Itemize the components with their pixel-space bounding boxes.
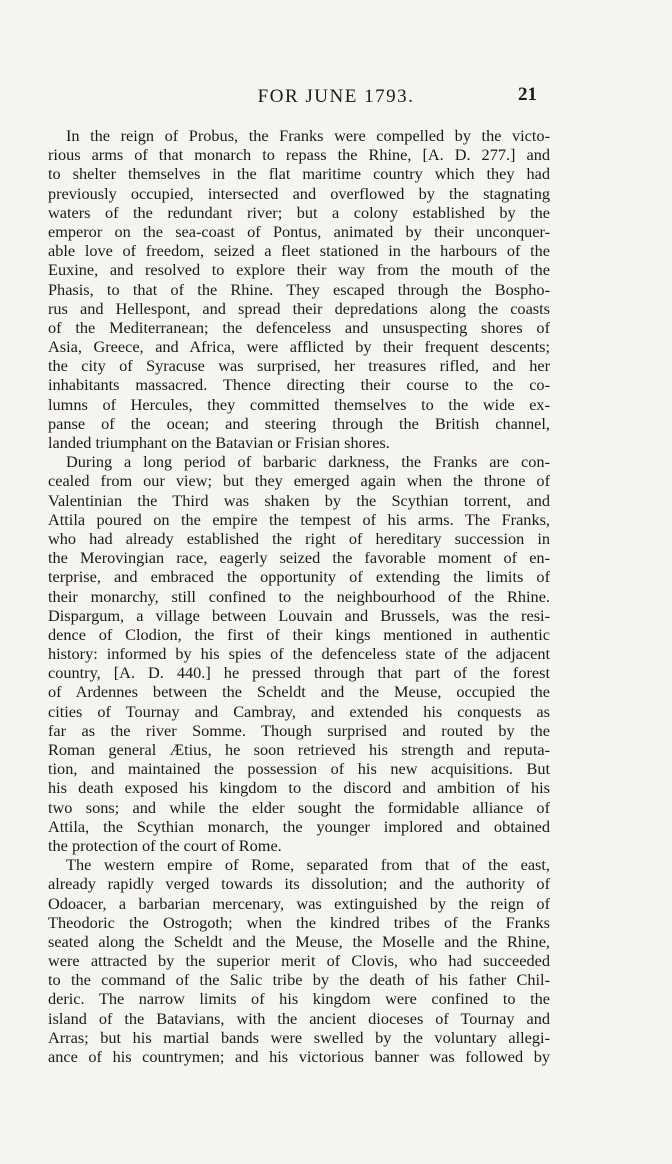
- text-line: Euxine, and resolved to explore their way from the mouth of the: [48, 260, 550, 280]
- text-line: country, [A. D. 440.] he pressed through that part of the forest: [48, 663, 550, 683]
- text-line: Attila, the Scythian monarch, the younger implored and obtained: [48, 816, 550, 836]
- text-line: to the command of the Salic tribe by the death of his father Chil-: [48, 970, 550, 990]
- text-line: cealed from our view; but they emerged again when the throne of: [48, 471, 550, 491]
- text-line: terprise, and embraced the opportunity of extending the limits of: [48, 567, 550, 587]
- text-line: Odoacer, a barbarian mercenary, was extinguished by the reign of: [48, 893, 550, 913]
- text-line: cities of Tournay and Cambray, and extended his conquests as: [48, 701, 550, 721]
- text-line: able love of freedom, seized a fleet stationed in the harbours of the: [48, 241, 550, 261]
- text-line: inhabitants massacred. Thence directing their course to the co-: [48, 375, 550, 395]
- text-line: rious arms of that monarch to repass the Rhine, [A. D. 277.] and: [48, 145, 550, 165]
- text-line: dence of Clodion, the first of their kings mentioned in authentic: [48, 624, 550, 644]
- text-line: Dispargum, a village between Louvain and Brussels, was the resi-: [48, 605, 550, 625]
- text-line: The western empire of Rome, separated from that of the east,: [66, 855, 550, 875]
- text-line: tion, and maintained the possession of his new acquisitions. But: [48, 759, 550, 779]
- text-line: Theodoric the Ostrogoth; when the kindred tribes of the Franks: [48, 912, 550, 932]
- running-head: [0, 82, 672, 112]
- text-line: the city of Syracuse was surprised, her treasures rifled, and her: [48, 356, 550, 376]
- text-line: who had already established the right of hereditary succession in: [48, 528, 550, 548]
- text-line: island of the Batavians, with the ancient dioceses of Tournay and: [48, 1008, 550, 1028]
- text-line: Attila poured on the empire the tempest of his arms. The Franks,: [48, 509, 550, 529]
- text-line: far as the river Somme. Though surprised and routed by the: [48, 720, 550, 740]
- text-line: lumns of Hercules, they committed themselves to the wide ex-: [48, 394, 550, 414]
- text-line: ance of his countrymen; and his victorious banner was followed by: [48, 1047, 550, 1066]
- text-line: deric. The narrow limits of his kingdom were confined to the: [48, 989, 550, 1009]
- text-line: their monarchy, still confined to the neighbourhood of the Rhine.: [48, 586, 550, 606]
- page-number: 21: [518, 84, 537, 105]
- text-line: In the reign of Probus, the Franks were compelled by the victo-: [66, 126, 550, 145]
- text-line: of Ardennes between the Scheldt and the Meuse, occupied the: [48, 682, 550, 702]
- text-line: rus and Hellespont, and spread their depredations along the coasts: [48, 298, 550, 318]
- running-title: FOR JUNE 1793.: [257, 86, 415, 107]
- text-line: to shelter themselves in the flat maritime country which they had: [48, 164, 550, 184]
- text-line: landed triumphant on the Batavian or Frisian shores.: [48, 433, 390, 452]
- text-line: panse of the ocean; and steering through the British channel,: [48, 413, 550, 433]
- text-line: emperor on the sea-coast of Pontus, animated by their unconquer-: [48, 221, 550, 241]
- text-line: Phasis, to that of the Rhine. They escaped through the Bospho-: [48, 279, 550, 299]
- text-line: previously occupied, intersected and overflowed by the stagnating: [48, 183, 550, 203]
- text-line: were attracted by the superior merit of Clovis, who had succeeded: [48, 951, 550, 971]
- text-line: history: informed by his spies of the defenceless state of the adjacent: [48, 644, 550, 664]
- text-line: Valentinian the Third was shaken by the Scythian torrent, and: [48, 490, 550, 510]
- text-line: of the Mediterranean; the defenceless and unsuspecting shores of: [48, 317, 550, 337]
- text-line: seated along the Scheldt and the Meuse, the Moselle and the Rhine,: [48, 931, 550, 951]
- text-line: During a long period of barbaric darkness, the Franks are con-: [66, 452, 550, 472]
- text-line: already rapidly verged towards its dissolution; and the authority of: [48, 874, 550, 894]
- text-line: waters of the redundant river; but a colony established by the: [48, 202, 550, 222]
- text-line: Roman general Ætius, he soon retrieved his strength and reputa-: [48, 740, 550, 759]
- text-line: the protection of the court of Rome.: [48, 835, 282, 855]
- body-text: [48, 126, 550, 1066]
- text-line: Asia, Greece, and Africa, were afflicted by their frequent descents;: [48, 337, 550, 357]
- text-line: two sons; and while the elder sought the formidable alliance of: [48, 797, 550, 817]
- text-line: Arras; but his martial bands were swelled by the voluntary allegi-: [48, 1027, 550, 1047]
- text-line: his death exposed his kingdom to the discord and ambition of his: [48, 778, 550, 798]
- text-line: the Merovingian race, eagerly seized the favorable moment of en-: [48, 548, 550, 568]
